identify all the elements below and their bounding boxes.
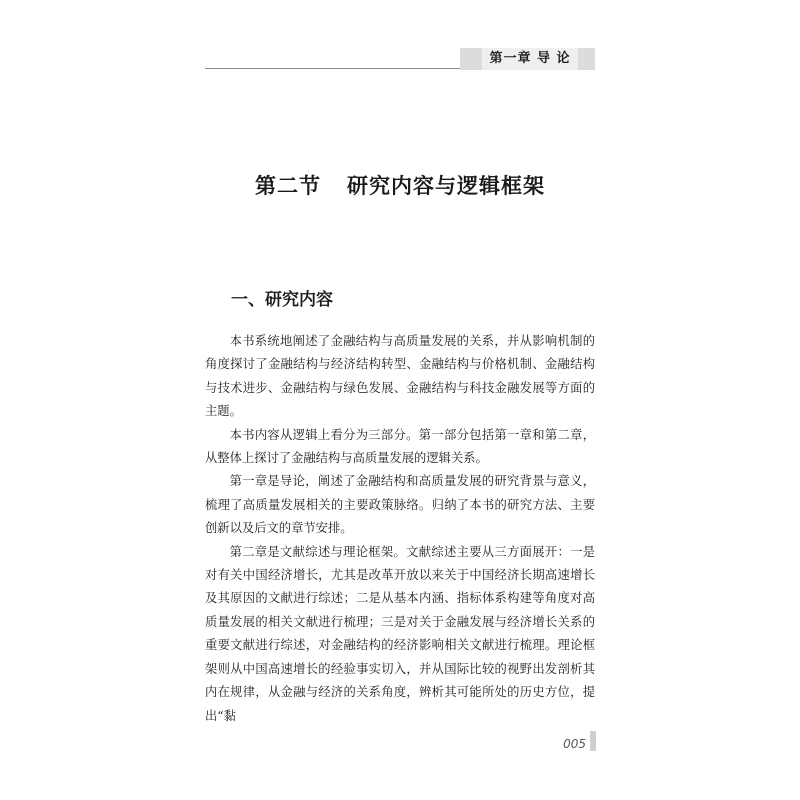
paragraph: 本书系统地阐述了金融结构与高质量发展的关系，并从影响机制的角度探讨了金融结构与经济结构转型、金融结构与价格机制、金融结构与技术进步、金融结构与绿色发展、金融结构与科技金融发展等方面的主题。	[205, 334, 595, 419]
header-decor-block-right	[578, 48, 595, 70]
header-decor-block-left	[460, 48, 482, 70]
paragraph: 本书内容从逻辑上看分为三部分。第一部分包括第一章和第二章，从整体上探讨了金融结构与高质量发展的逻辑关系。	[205, 427, 595, 466]
paragraph: 第二章是文献综述与理论框架。文献综述主要从三方面展开：一是对有关中国经济增长，尤其是改革开放以来关于中国经济长期高速增长及其原因的文献进行综述；二是从基本内涵、指标体系构建等角度对高质量发展的相关文献进行梳理；三是对关于金融发展与经济增长关系的重要文献进行综述，对金融结构的经济影响相关文献进行梳理。理论框架则从中国高速增长的经验事实切入，并从国际比较的视野出发剖析其内在规律，从金融与经济的关系角度，辨析其可能所处的历史方位，提出“黏	[205, 544, 595, 723]
section-title	[205, 170, 595, 200]
running-header-chapter: 第一章 导 论	[482, 48, 578, 70]
page-number-tab	[590, 731, 596, 751]
section-number: 第二节	[255, 173, 321, 198]
header-rule	[205, 68, 460, 69]
subsection-heading: 一、研究内容	[231, 290, 333, 310]
section-title-text: 研究内容与逻辑框架	[347, 173, 545, 198]
paragraph: 第一章是导论，阐述了金融结构和高质量发展的研究背景与意义，梳理了高质量发展相关的主要政策脉络。归纳了本书的研究方法、主要创新以及后文的章节安排。	[205, 474, 595, 536]
body-text	[205, 330, 595, 728]
page-number: 005	[563, 737, 586, 751]
